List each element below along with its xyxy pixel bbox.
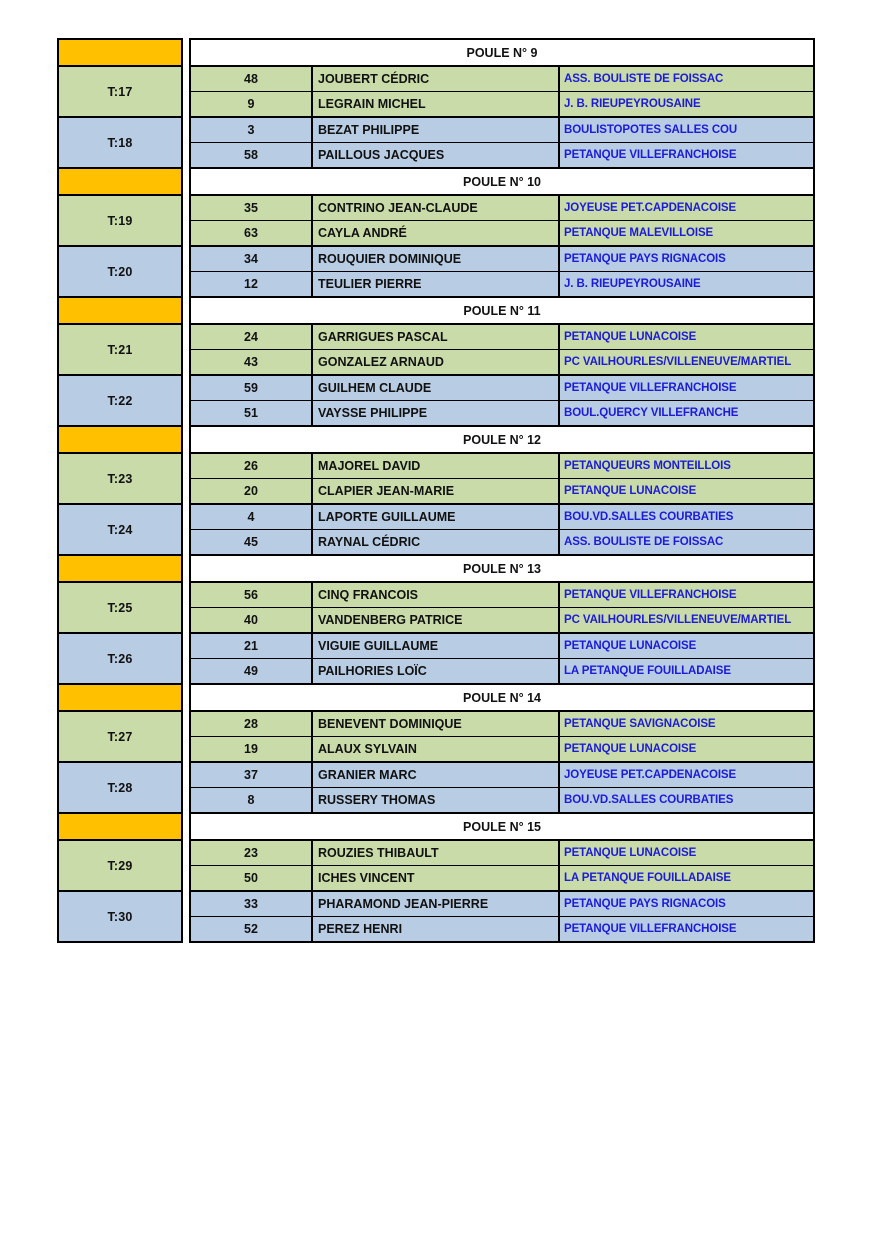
player-name: MAJOREL DAVID xyxy=(313,454,560,478)
player-row xyxy=(191,92,813,116)
terrain-column xyxy=(57,38,183,169)
poule-title: POULE N° 10 xyxy=(189,167,815,196)
player-number: 34 xyxy=(191,247,313,271)
player-group xyxy=(189,710,815,763)
terrain-column xyxy=(57,683,183,814)
player-club: LA PETANQUE FOUILLADAISE xyxy=(564,872,731,884)
terrain-label: T:24 xyxy=(57,503,183,556)
player-group xyxy=(189,761,815,814)
player-name: VANDENBERG PATRICE xyxy=(313,608,560,632)
player-club: PETANQUE VILLEFRANCHOISE xyxy=(564,382,737,394)
terrain-label: T:19 xyxy=(57,194,183,247)
player-club: PETANQUE VILLEFRANCHOISE xyxy=(564,589,737,601)
player-club: PETANQUE VILLEFRANCHOISE xyxy=(564,149,737,161)
player-club: PC VAILHOURLES/VILLENEUVE/MARTIEL xyxy=(564,614,792,626)
player-row xyxy=(191,118,813,143)
player-group xyxy=(189,245,815,298)
player-number: 37 xyxy=(191,763,313,787)
player-number: 9 xyxy=(191,92,313,116)
player-club: J. B. RIEUPEYROUSAINE xyxy=(564,98,701,110)
player-group xyxy=(189,632,815,685)
poule-section-15 xyxy=(57,812,815,943)
player-name: JOUBERT CÉDRIC xyxy=(313,67,560,91)
terrain-label: T:22 xyxy=(57,374,183,427)
player-club: PC VAILHOURLES/VILLENEUVE/MARTIEL xyxy=(564,356,792,368)
terrain-label: T:27 xyxy=(57,710,183,763)
player-row xyxy=(191,583,813,608)
player-name: CINQ FRANCOIS xyxy=(313,583,560,607)
player-club: JOYEUSE PET.CAPDENACOISE xyxy=(564,769,737,781)
terrain-label: T:28 xyxy=(57,761,183,814)
player-row xyxy=(191,67,813,92)
poule-section-11 xyxy=(57,296,815,427)
player-row xyxy=(191,892,813,917)
player-row xyxy=(191,659,813,683)
player-number: 26 xyxy=(191,454,313,478)
player-row xyxy=(191,479,813,503)
terrain-label: T:17 xyxy=(57,65,183,118)
player-group xyxy=(189,503,815,556)
poule-section-12 xyxy=(57,425,815,556)
player-club: PETANQUE PAYS RIGNACOIS xyxy=(564,253,726,265)
player-group xyxy=(189,452,815,505)
player-name: CLAPIER JEAN-MARIE xyxy=(313,479,560,503)
player-name: LEGRAIN MICHEL xyxy=(313,92,560,116)
player-name: PAILLOUS JACQUES xyxy=(313,143,560,167)
player-club: J. B. RIEUPEYROUSAINE xyxy=(564,278,701,290)
player-row xyxy=(191,221,813,245)
player-number: 51 xyxy=(191,401,313,425)
player-number: 59 xyxy=(191,376,313,400)
player-name: ALAUX SYLVAIN xyxy=(313,737,560,761)
poule-main xyxy=(189,296,815,427)
player-name: TEULIER PIERRE xyxy=(313,272,560,296)
terrain-corner-cell xyxy=(57,683,183,712)
player-row xyxy=(191,866,813,890)
terrain-corner-cell xyxy=(57,812,183,841)
player-name: RAYNAL CÉDRIC xyxy=(313,530,560,554)
player-row xyxy=(191,712,813,737)
player-number: 63 xyxy=(191,221,313,245)
player-number: 58 xyxy=(191,143,313,167)
player-number: 45 xyxy=(191,530,313,554)
terrain-corner-cell xyxy=(57,425,183,454)
player-number: 19 xyxy=(191,737,313,761)
player-number: 12 xyxy=(191,272,313,296)
terrain-column xyxy=(57,296,183,427)
player-name: ROUZIES THIBAULT xyxy=(313,841,560,865)
player-row xyxy=(191,247,813,272)
player-group xyxy=(189,839,815,892)
player-row xyxy=(191,737,813,761)
poule-section-14 xyxy=(57,683,815,814)
player-name: ICHES VINCENT xyxy=(313,866,560,890)
player-club: PETANQUE LUNACOISE xyxy=(564,743,697,755)
player-group xyxy=(189,890,815,943)
terrain-label: T:23 xyxy=(57,452,183,505)
player-club: PETANQUE LUNACOISE xyxy=(564,640,697,652)
player-number: 40 xyxy=(191,608,313,632)
player-name: GARRIGUES PASCAL xyxy=(313,325,560,349)
player-club: ASS. BOULISTE DE FOISSAC xyxy=(564,536,724,548)
poule-section-10 xyxy=(57,167,815,298)
player-club: LA PETANQUE FOUILLADAISE xyxy=(564,665,731,677)
player-row xyxy=(191,917,813,941)
poule-title: POULE N° 13 xyxy=(189,554,815,583)
player-row xyxy=(191,634,813,659)
poules-table xyxy=(57,38,815,943)
player-row xyxy=(191,763,813,788)
player-number: 52 xyxy=(191,917,313,941)
player-row xyxy=(191,325,813,350)
player-number: 56 xyxy=(191,583,313,607)
player-group xyxy=(189,581,815,634)
terrain-corner-cell xyxy=(57,167,183,196)
terrain-label: T:25 xyxy=(57,581,183,634)
player-number: 35 xyxy=(191,196,313,220)
player-club: ASS. BOULISTE DE FOISSAC xyxy=(564,73,724,85)
player-name: PHARAMOND JEAN-PIERRE xyxy=(313,892,560,916)
terrain-corner-cell xyxy=(57,296,183,325)
player-group xyxy=(189,116,815,169)
player-group xyxy=(189,65,815,118)
terrain-label: T:29 xyxy=(57,839,183,892)
poule-title: POULE N° 11 xyxy=(189,296,815,325)
player-row xyxy=(191,350,813,374)
terrain-label: T:18 xyxy=(57,116,183,169)
player-name: BENEVENT DOMINIQUE xyxy=(313,712,560,736)
poule-section-9 xyxy=(57,38,815,169)
player-name: LAPORTE GUILLAUME xyxy=(313,505,560,529)
player-club: PETANQUE LUNACOISE xyxy=(564,485,697,497)
terrain-column xyxy=(57,167,183,298)
terrain-corner-cell xyxy=(57,38,183,67)
player-number: 50 xyxy=(191,866,313,890)
player-club: BOUL.QUERCY VILLEFRANCHE xyxy=(564,407,739,419)
player-name: VIGUIE GUILLAUME xyxy=(313,634,560,658)
terrain-label: T:21 xyxy=(57,323,183,376)
player-name: PEREZ HENRI xyxy=(313,917,560,941)
player-club: PETANQUE MALEVILLOISE xyxy=(564,227,714,239)
player-row xyxy=(191,530,813,554)
player-row xyxy=(191,376,813,401)
player-number: 20 xyxy=(191,479,313,503)
player-name: VAYSSE PHILIPPE xyxy=(313,401,560,425)
player-row xyxy=(191,454,813,479)
player-group xyxy=(189,194,815,247)
player-number: 3 xyxy=(191,118,313,142)
player-row xyxy=(191,841,813,866)
player-name: GRANIER MARC xyxy=(313,763,560,787)
player-name: BEZAT PHILIPPE xyxy=(313,118,560,142)
player-club: JOYEUSE PET.CAPDENACOISE xyxy=(564,202,737,214)
player-number: 21 xyxy=(191,634,313,658)
player-group xyxy=(189,323,815,376)
terrain-column xyxy=(57,812,183,943)
terrain-label: T:26 xyxy=(57,632,183,685)
player-club: PETANQUE LUNACOISE xyxy=(564,331,697,343)
player-number: 43 xyxy=(191,350,313,374)
player-club: PETANQUEURS MONTEILLOIS xyxy=(564,460,731,472)
poule-main xyxy=(189,812,815,943)
player-club: PETANQUE LUNACOISE xyxy=(564,847,697,859)
poule-main xyxy=(189,683,815,814)
player-row xyxy=(191,788,813,812)
terrain-corner-cell xyxy=(57,554,183,583)
poule-main xyxy=(189,167,815,298)
player-number: 8 xyxy=(191,788,313,812)
player-club: BOULISTOPOTES SALLES COU xyxy=(564,124,738,136)
terrain-label: T:30 xyxy=(57,890,183,943)
poule-title: POULE N° 9 xyxy=(189,38,815,67)
player-row xyxy=(191,401,813,425)
poule-main xyxy=(189,425,815,556)
player-club: PETANQUE VILLEFRANCHOISE xyxy=(564,923,737,935)
player-name: ROUQUIER DOMINIQUE xyxy=(313,247,560,271)
poule-main xyxy=(189,38,815,169)
player-club: BOU.VD.SALLES COURBATIES xyxy=(564,511,734,523)
player-name: CAYLA ANDRÉ xyxy=(313,221,560,245)
player-row xyxy=(191,608,813,632)
poule-title: POULE N° 12 xyxy=(189,425,815,454)
player-name: GONZALEZ ARNAUD xyxy=(313,350,560,374)
player-number: 28 xyxy=(191,712,313,736)
player-club: PETANQUE SAVIGNACOISE xyxy=(564,718,716,730)
player-name: GUILHEM CLAUDE xyxy=(313,376,560,400)
player-club: BOU.VD.SALLES COURBATIES xyxy=(564,794,734,806)
player-group xyxy=(189,374,815,427)
player-number: 48 xyxy=(191,67,313,91)
poule-main xyxy=(189,554,815,685)
poule-title: POULE N° 14 xyxy=(189,683,815,712)
terrain-column xyxy=(57,554,183,685)
poule-title: POULE N° 15 xyxy=(189,812,815,841)
player-club: PETANQUE PAYS RIGNACOIS xyxy=(564,898,726,910)
player-name: CONTRINO JEAN-CLAUDE xyxy=(313,196,560,220)
player-row xyxy=(191,143,813,167)
player-row xyxy=(191,272,813,296)
player-number: 33 xyxy=(191,892,313,916)
player-number: 4 xyxy=(191,505,313,529)
player-number: 49 xyxy=(191,659,313,683)
terrain-label: T:20 xyxy=(57,245,183,298)
player-row xyxy=(191,505,813,530)
player-row xyxy=(191,196,813,221)
terrain-column xyxy=(57,425,183,556)
player-number: 24 xyxy=(191,325,313,349)
poule-section-13 xyxy=(57,554,815,685)
player-name: RUSSERY THOMAS xyxy=(313,788,560,812)
player-name: PAILHORIES LOÏC xyxy=(313,659,560,683)
player-number: 23 xyxy=(191,841,313,865)
